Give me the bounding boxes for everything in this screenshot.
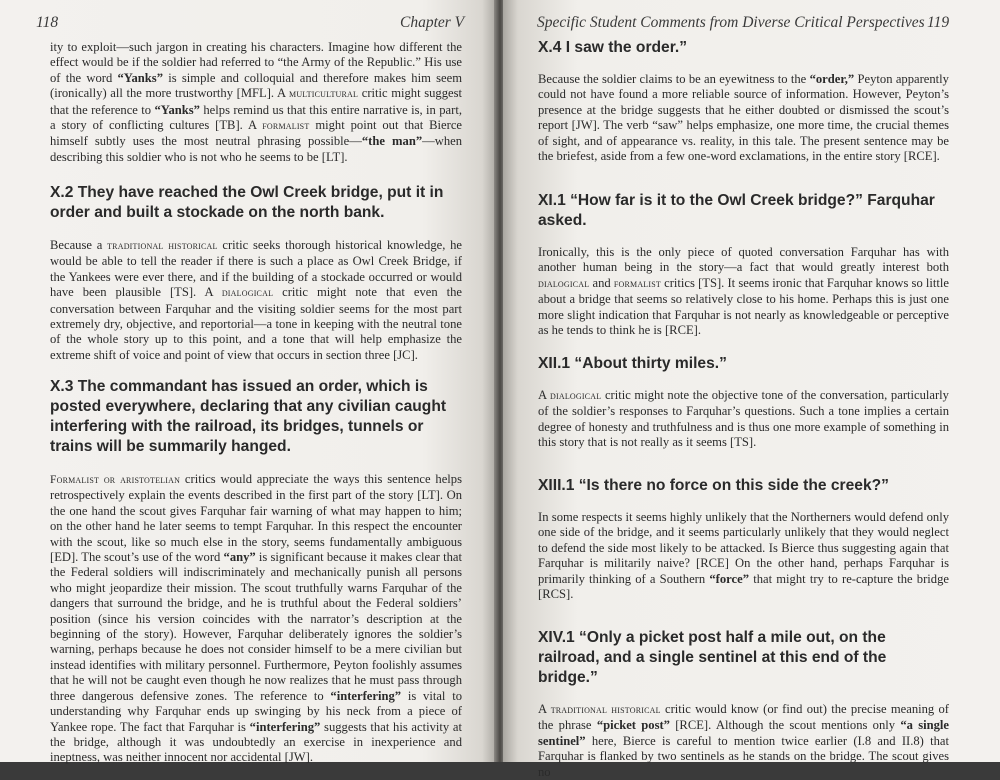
critic-type: dialogical xyxy=(550,390,602,402)
text-run: here, Bierce is careful to mention twice earlier (I.8 and II.8) that Farquhar is flanked by two sentinels as he stands on the bridge. The scout gives no xyxy=(538,733,949,779)
text-run: —when describing this soldier who is not who he seems to be [LT]. xyxy=(50,134,462,164)
text-run: ity to exploit—such jargon in creating his characters. Imagine how different the effect would be if the soldier had referred to “the Army of the Republic.” His use of the word xyxy=(50,40,462,85)
text-run: critics would appreciate the ways this sentence helps retrospectively explain the events described in the first part of the story [LT]. On the one hand the scout gives Farquhar fair warning of what may happen to him; on the other hand he later seems to tempt Farquhar. In this respect the encounter with the scout, like so much else in the story, seems fundamentally ambiguous [ED]. The scout’s use of the word xyxy=(50,472,462,565)
text-run: critic would know (or find out) the precise meaning of the phrase xyxy=(538,702,949,733)
text-run: Ironically, this is the only piece of quoted conversation Farquhar has with another human being in the story—a fact that would greatly interest both xyxy=(538,245,949,275)
text-run: and xyxy=(589,275,614,290)
text-run: [RCE]. Although the scout mentions only xyxy=(669,718,901,733)
intro-text-block xyxy=(50,40,462,165)
text-run: critic might note that even the conversation between Farquhar and the visiting soldier seems for the most part extremely dry, objective, and reportorial—a tone in keeping with the neutral tone of the whole story up to this point, and a tone that will help emphasize the extreme shift of voice and point of view that occurs in section three [JC]. xyxy=(50,285,462,362)
critic-type: dialogical xyxy=(538,277,590,290)
bold-phrase: “interfering” xyxy=(249,719,321,734)
text-run: helps remind us that this entire narrative is, in part, a story of conflicting cultures [TB]. A xyxy=(50,102,462,133)
text-run: A xyxy=(538,388,551,402)
left-page xyxy=(0,0,497,765)
page-number: 118 xyxy=(36,14,59,31)
text-run: is vital to understanding why Farquhar ends up swinging by his neck from a piece of Yankee rope. The fact that Farquhar is xyxy=(50,688,462,734)
section-paragraph xyxy=(538,245,949,338)
section-paragraph xyxy=(538,72,949,164)
critic-type: dialogical xyxy=(221,287,274,300)
bold-phrase: “picket post” xyxy=(596,718,670,733)
text-run: Because the soldier claims to be an eyewitness to the xyxy=(538,72,810,86)
critic-type: traditional historical xyxy=(550,704,661,716)
section-heading: X.2 They have reached the Owl Creek bridge, put it in order and built a stockade on the north bank. xyxy=(50,184,444,221)
running-head: Specific Student Comments from Diverse Critical Perspectives xyxy=(537,14,925,31)
section-x4 xyxy=(538,38,949,164)
section-x3 xyxy=(50,377,462,766)
text-run: Peyton apparently could not have found a more reliable source of information. However, Peyton’s presence at the bridge suggests that he either doubted or dismissed the scout’s report [JW]. The verb “saw” helps emphasize, one more time, the crucial themes of sight, and of appearance vs. reality, in this tale. The present sentence may be the briefest, aside from a few one-word exclamations, in the entire story [RCE]. xyxy=(538,72,949,164)
section-xii1 xyxy=(538,354,949,451)
text-run: critic might suggest that the reference to xyxy=(50,86,463,117)
text-run: Because a xyxy=(50,238,108,252)
section-heading: XII.1 “About thirty miles.” xyxy=(538,355,727,372)
section-heading: XIV.1 “Only a picket post half a mile out, on the railroad, and a single sentinel at this end of the bridge.” xyxy=(538,629,887,686)
section-x2 xyxy=(50,183,462,363)
section-heading: X.4 I saw the order.” xyxy=(538,39,688,56)
section-paragraph xyxy=(50,472,462,766)
section-paragraph xyxy=(538,510,949,602)
section-xiv1 xyxy=(538,628,949,780)
right-page xyxy=(503,0,1000,779)
bold-phrase: “a single sentinel” xyxy=(538,718,949,748)
page-number: 119 xyxy=(927,14,950,31)
text-run: that might try to re-capture the bridge [RCS]. xyxy=(538,571,949,602)
critic-type: formalist xyxy=(262,120,310,133)
text-run: critic seeks thorough historical knowledge, he would be able to tell the reader if there is such a place as Owl Creek Bridge, if the Yankees were ever there, and if the building of a stockade occurred or would have been plausible [TS]. A xyxy=(50,238,463,300)
bold-phrase: “the man” xyxy=(361,134,423,149)
section-xiii1 xyxy=(538,476,949,602)
section-heading: XI.1 “How far is it to the Owl Creek bridge?” Farquhar asked. xyxy=(538,192,935,229)
text-run: critic might note the objective tone of the conversation, particularly of the soldier’s responses to Farquhar’s questions. Such a tone implies a certain degree of honesty and truthfulness and is thus one more example of something in this story that is not really as it seems [TS]. xyxy=(538,388,949,450)
text-run: suggests that his activity at the bridge, although it was undoubtedly an exercise in inexperience and ineptness, was neither innocent nor accidental [JW]. xyxy=(50,719,462,765)
text-run: In some respects it seems highly unlikely that the Northerners would defend only one side of the bridge, and it seems particularly unlikely that they would neglect to defend the side most likely to be attacked. Is Bierce thus suggesting again that Farquhar is militarily naive? [RCE] On the other hand, perhaps Farquhar is primarily thinking of a Southern xyxy=(538,510,949,586)
critic-type: multicultural xyxy=(289,88,359,101)
critic-type: Formalist or aristotelian xyxy=(50,474,181,486)
section-paragraph xyxy=(50,238,462,363)
text-run: A xyxy=(538,702,551,716)
bold-phrase: “interfering” xyxy=(330,688,402,703)
text-run: is simple and colloquial and therefore makes him seem (ironically) all the more trustworthy [MFL]. A xyxy=(50,70,462,101)
section-xi1 xyxy=(538,191,949,338)
bold-phrase: “Yanks” xyxy=(117,70,163,85)
running-head: Chapter V xyxy=(400,14,465,31)
bold-phrase: “order,” xyxy=(809,72,855,86)
critic-type: traditional historical xyxy=(107,240,218,252)
intro-paragraph xyxy=(50,40,462,165)
text-run: might point out that Bierce himself subtly uses the most neutral phrasing possible— xyxy=(50,118,463,149)
bold-phrase: “any” xyxy=(223,550,256,565)
section-paragraph xyxy=(538,388,949,451)
text-run: is significant because it makes clear that the Federal soldiers will indiscriminately and mechanically punish all persons who might jeopardize their mission. The scout truthfully warns Farquhar of the dangers that surround the bridge, and he is truthful about the Federal soldiers’ position (since his version coincides with the narrator’s description at the beginning of the story). However, Farquhar deliberately ignores the soldier’s warning, perhaps because he does not consider himself to be a mere civilian but instead identifies with military personnel. Furthermore, Peyton foolishly assumes that he will not be caught even though he now realizes that he must pass through three dangerous defensive zones. The reference to xyxy=(50,550,462,703)
section-heading: XIII.1 “Is there no force on this side the creek?” xyxy=(538,477,889,494)
bold-phrase: “Yanks” xyxy=(154,102,200,117)
section-heading: X.3 The commandant has issued an order, which is posted everywhere, declaring that any civilian caught interfering with the railroad, its bridges, tunnels or trains will be summarily hanged. xyxy=(50,378,447,455)
critic-type: formalist xyxy=(613,277,661,290)
section-paragraph xyxy=(538,702,949,780)
text-run: critics [TS]. It seems ironic that Farquhar knows so little about a bridge that seems so relatively close to his home. Perhaps this is just one more slight indication that Farquhar is not nearly as knowledgeable or perceptive as he tends to think he is [RCE]. xyxy=(538,275,949,338)
bold-phrase: “force” xyxy=(709,571,749,586)
